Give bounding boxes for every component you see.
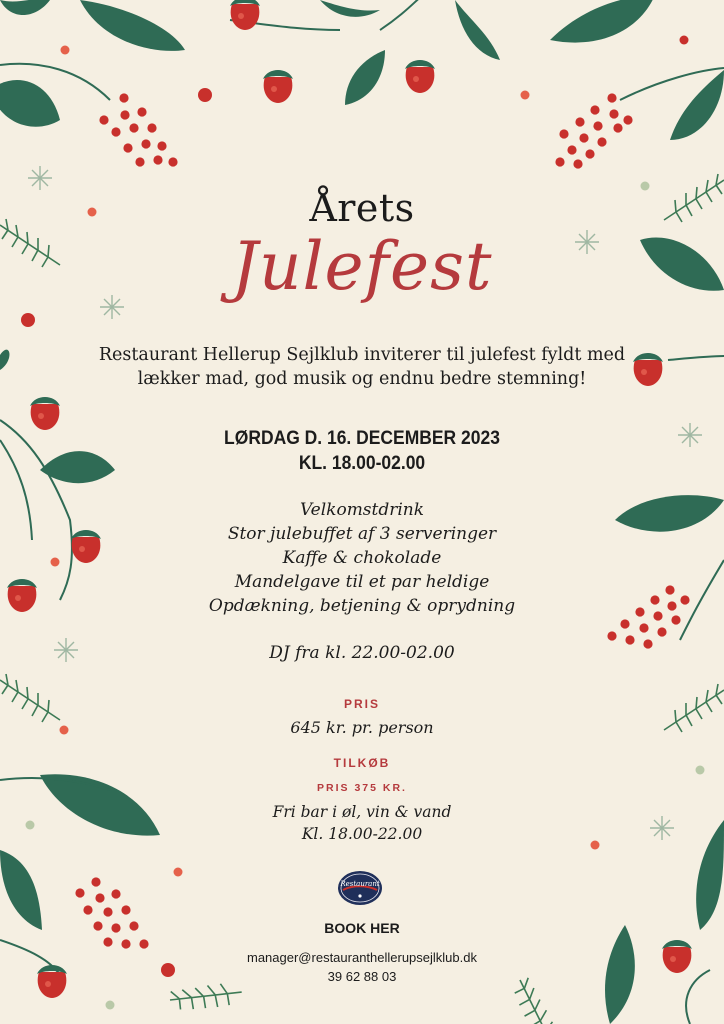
- addon-line-1: Fri bar i øl, vin & vand: [272, 803, 452, 821]
- dj-info: DJ fra kl. 22.00-02.00: [269, 643, 455, 663]
- berries-top-right: [555, 93, 632, 168]
- menu-item: Opdækning, betjening & oprydning: [208, 596, 516, 616]
- event-datetime: [29, 426, 695, 476]
- addon-description: [0, 801, 724, 845]
- logo-text: Restaurant: [340, 880, 380, 888]
- berries-top-left: [99, 93, 177, 166]
- price-value: 645 kr. pr. person: [290, 718, 434, 737]
- berries-bottom-left: [75, 877, 148, 948]
- flower-top-1: [230, 0, 260, 30]
- menu-item: Stor julebuffet af 3 serveringer: [227, 524, 497, 544]
- addon-label: TILKØB: [333, 756, 391, 770]
- flower-top-3: [405, 60, 435, 93]
- addon-line-2: Kl. 18.00-22.00: [301, 825, 423, 843]
- flower-top-2: [263, 70, 293, 103]
- title-line-1: Årets: [309, 186, 415, 230]
- event-date: LØRDAG D. 16. DECEMBER 2023: [224, 428, 500, 449]
- title-line-2: Julefest: [231, 228, 493, 305]
- restaurant-logo: [337, 870, 383, 906]
- menu-item: Velkomstdrink: [299, 500, 425, 520]
- contact-info: [0, 948, 724, 986]
- event-time: KL. 18.00-02.00: [298, 453, 426, 474]
- menu-item: Mandelgave til et par heldige: [234, 572, 490, 592]
- price-label: PRIS: [343, 697, 380, 711]
- intro-line-1: Restaurant Hellerup Sejlklub inviterer til julefest fyldt med: [98, 345, 626, 365]
- phone-number[interactable]: 39 62 88 03: [327, 969, 397, 984]
- book-here-label: BOOK HER: [324, 920, 400, 936]
- menu-item: Kaffe & chokolade: [282, 548, 442, 568]
- email-link[interactable]: manager@restauranthellerupsejlklub.dk: [247, 950, 477, 965]
- menu-list: [0, 498, 724, 618]
- intro-line-2: lækker mad, god musik og endnu bedre stemning!: [137, 369, 587, 389]
- intro-text: [0, 343, 724, 391]
- addon-price: PRIS 375 KR.: [317, 782, 407, 794]
